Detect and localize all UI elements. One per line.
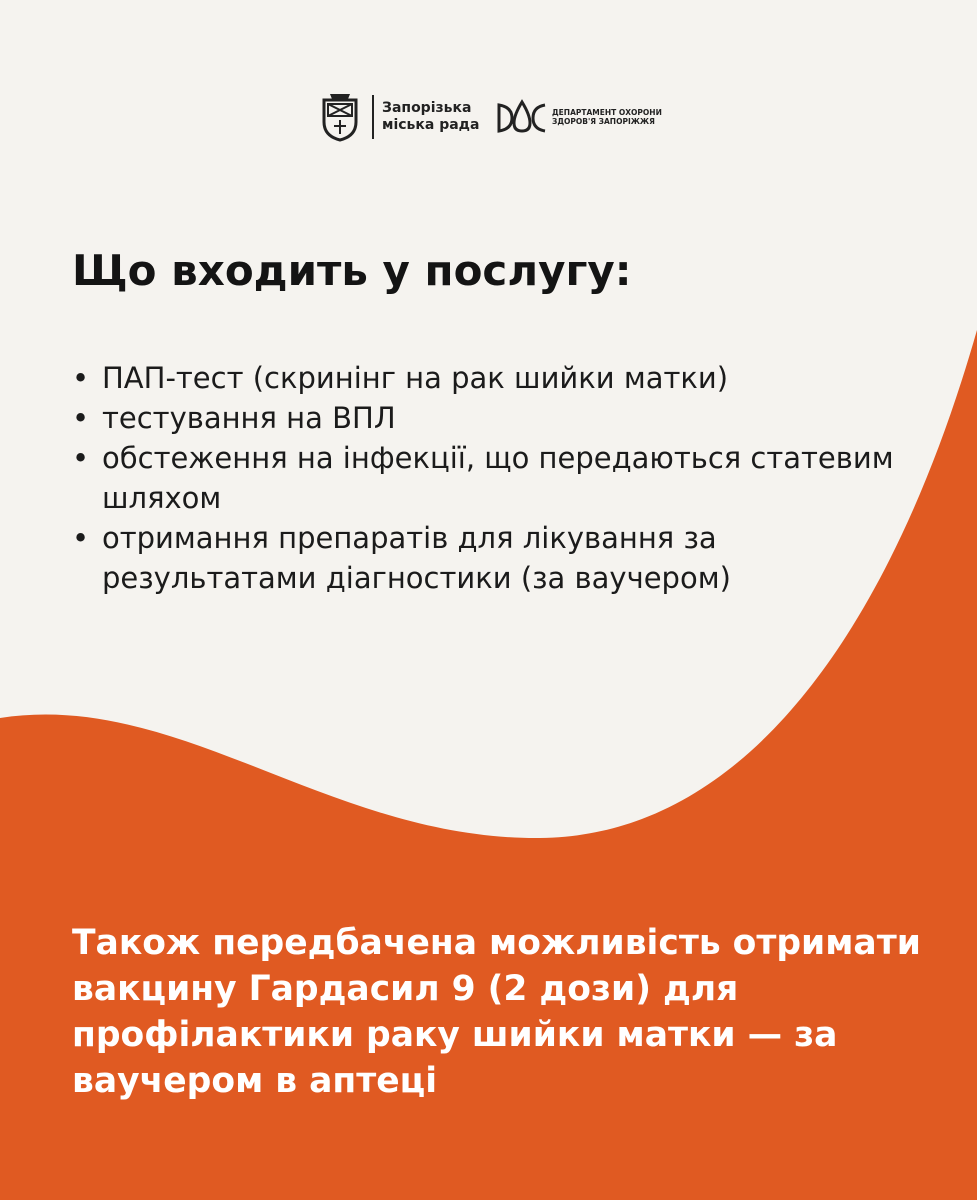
logo-divider <box>372 95 374 139</box>
department-line1: ДЕПАРТАМЕНТ ОХОРОНИ <box>552 108 662 117</box>
vaccine-note: Також передбачена можливість отримати вакцину Гардасил 9 (2 дози) для профілактики раку шийки матки — за ваучером в аптеці <box>72 923 921 1101</box>
list-item-text: тестування на ВПЛ <box>102 401 396 435</box>
city-council-line2: міська рада <box>382 117 480 133</box>
list-item-text: ПАП-тест (скринінг на рак шийки матки) <box>102 361 729 395</box>
city-crest-icon <box>318 92 362 142</box>
list-item <box>72 438 902 518</box>
department-line2: ЗДОРОВ'Я ЗАПОРІЖЖЯ <box>552 117 655 126</box>
department-logo-icon <box>496 99 548 135</box>
services-list <box>72 358 932 598</box>
department-name <box>552 108 662 126</box>
list-item <box>72 358 932 398</box>
list-item <box>72 518 902 598</box>
page-title: Що входить у послугу: <box>72 246 632 295</box>
bullet-icon: • <box>72 441 90 475</box>
bullet-icon: • <box>72 361 90 395</box>
bullet-icon: • <box>72 521 90 555</box>
header-logos <box>318 90 662 144</box>
city-council-name <box>382 100 492 134</box>
bullet-icon: • <box>72 401 90 435</box>
list-item-text: обстеження на інфекції, що передаються статевим шляхом <box>102 441 894 515</box>
list-item-text: отримання препаратів для лікування за результатами діагностики (за ваучером) <box>102 521 731 595</box>
list-item <box>72 398 932 438</box>
city-council-line1: Запорізька <box>382 100 472 116</box>
